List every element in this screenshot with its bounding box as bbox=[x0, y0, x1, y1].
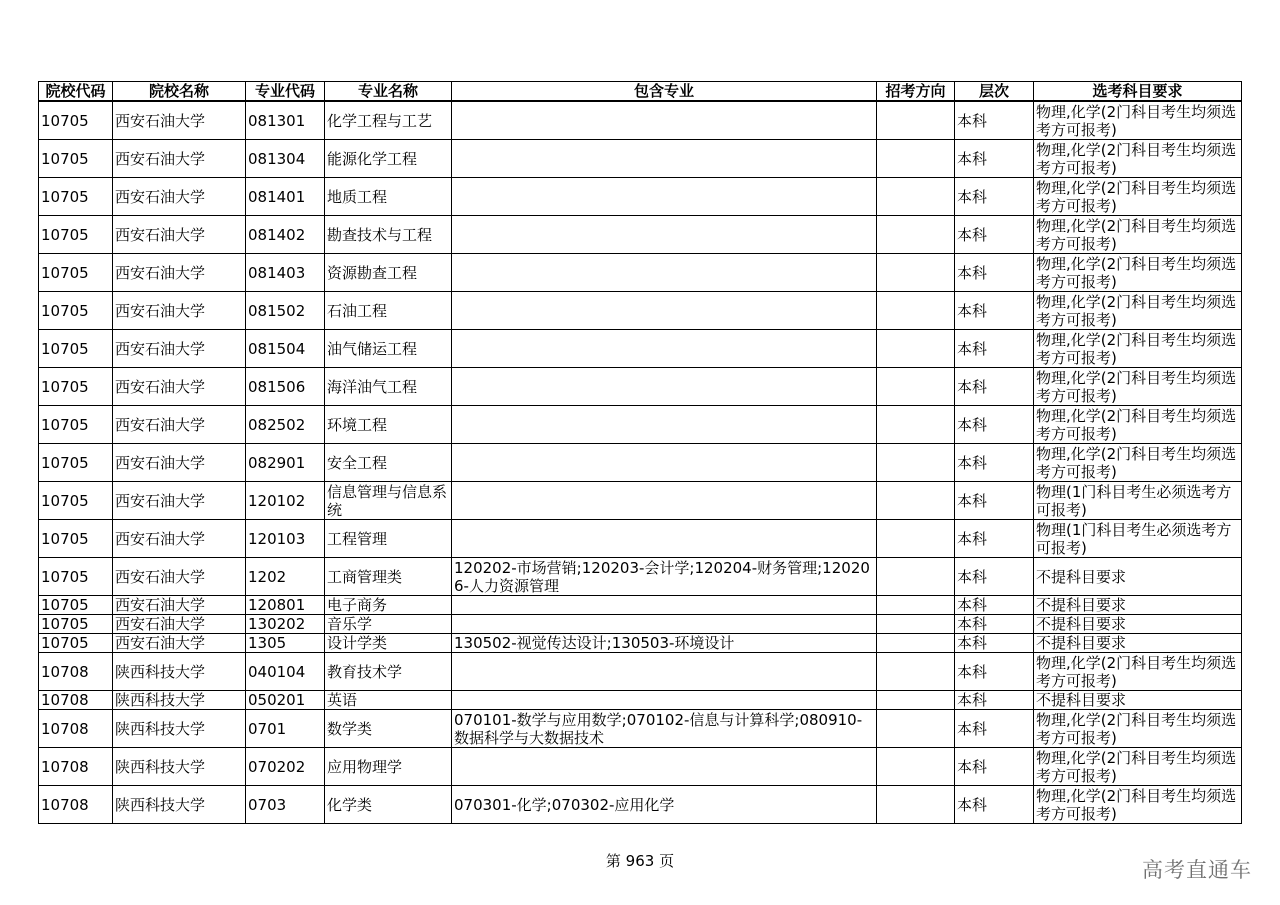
cell-school-name: 西安石油大学 bbox=[113, 520, 246, 558]
cell-school-name: 西安石油大学 bbox=[113, 140, 246, 178]
header-included-majors: 包含专业 bbox=[452, 82, 877, 102]
cell-school-code: 10705 bbox=[39, 254, 113, 292]
table-row bbox=[39, 653, 1242, 691]
cell-subject-requirement: 物理,化学(2门科目考生均须选考方可报考) bbox=[1034, 330, 1242, 368]
cell-direction bbox=[877, 691, 955, 710]
cell-direction bbox=[877, 634, 955, 653]
cell-level: 本科 bbox=[955, 101, 1034, 140]
header-row bbox=[39, 82, 1242, 102]
cell-major-name: 工程管理 bbox=[325, 520, 452, 558]
cell-major-name: 设计学类 bbox=[325, 634, 452, 653]
cell-school-code: 10705 bbox=[39, 615, 113, 634]
cell-level: 本科 bbox=[955, 330, 1034, 368]
cell-subject-requirement: 物理,化学(2门科目考生均须选考方可报考) bbox=[1034, 216, 1242, 254]
cell-direction bbox=[877, 615, 955, 634]
cell-major-code: 120801 bbox=[246, 596, 325, 615]
cell-included-majors bbox=[452, 615, 877, 634]
cell-school-code: 10705 bbox=[39, 596, 113, 615]
table-row bbox=[39, 444, 1242, 482]
cell-school-code: 10705 bbox=[39, 216, 113, 254]
table-row bbox=[39, 786, 1242, 824]
cell-subject-requirement: 物理(1门科目考生必须选考方可报考) bbox=[1034, 520, 1242, 558]
cell-direction bbox=[877, 140, 955, 178]
cell-included-majors bbox=[452, 444, 877, 482]
header-direction: 招考方向 bbox=[877, 82, 955, 102]
cell-major-code: 081401 bbox=[246, 178, 325, 216]
cell-school-name: 陕西科技大学 bbox=[113, 786, 246, 824]
table-row bbox=[39, 748, 1242, 786]
cell-subject-requirement: 物理,化学(2门科目考生均须选考方可报考) bbox=[1034, 101, 1242, 140]
cell-major-code: 082901 bbox=[246, 444, 325, 482]
cell-school-name: 西安石油大学 bbox=[113, 101, 246, 140]
cell-school-code: 10705 bbox=[39, 558, 113, 596]
cell-major-code: 081504 bbox=[246, 330, 325, 368]
cell-level: 本科 bbox=[955, 444, 1034, 482]
cell-included-majors bbox=[452, 140, 877, 178]
table-row bbox=[39, 558, 1242, 596]
cell-included-majors bbox=[452, 520, 877, 558]
cell-major-name: 能源化学工程 bbox=[325, 140, 452, 178]
cell-subject-requirement: 不提科目要求 bbox=[1034, 615, 1242, 634]
cell-direction bbox=[877, 786, 955, 824]
cell-major-name: 信息管理与信息系统 bbox=[325, 482, 452, 520]
cell-direction bbox=[877, 520, 955, 558]
cell-included-majors bbox=[452, 482, 877, 520]
cell-direction bbox=[877, 368, 955, 406]
cell-level: 本科 bbox=[955, 615, 1034, 634]
table-row bbox=[39, 596, 1242, 615]
cell-school-code: 10705 bbox=[39, 520, 113, 558]
cell-level: 本科 bbox=[955, 710, 1034, 748]
cell-school-code: 10705 bbox=[39, 330, 113, 368]
cell-major-code: 081304 bbox=[246, 140, 325, 178]
cell-school-code: 10705 bbox=[39, 368, 113, 406]
cell-school-code: 10705 bbox=[39, 101, 113, 140]
cell-subject-requirement: 物理,化学(2门科目考生均须选考方可报考) bbox=[1034, 292, 1242, 330]
cell-subject-requirement: 不提科目要求 bbox=[1034, 691, 1242, 710]
cell-school-name: 西安石油大学 bbox=[113, 634, 246, 653]
cell-included-majors bbox=[452, 101, 877, 140]
cell-major-code: 050201 bbox=[246, 691, 325, 710]
cell-major-code: 081402 bbox=[246, 216, 325, 254]
table-row bbox=[39, 482, 1242, 520]
cell-school-name: 西安石油大学 bbox=[113, 254, 246, 292]
table-row bbox=[39, 520, 1242, 558]
cell-subject-requirement: 物理,化学(2门科目考生均须选考方可报考) bbox=[1034, 653, 1242, 691]
cell-major-name: 资源勘查工程 bbox=[325, 254, 452, 292]
header-school-name: 院校名称 bbox=[113, 82, 246, 102]
cell-school-name: 西安石油大学 bbox=[113, 216, 246, 254]
cell-level: 本科 bbox=[955, 596, 1034, 615]
cell-included-majors bbox=[452, 216, 877, 254]
cell-school-name: 陕西科技大学 bbox=[113, 748, 246, 786]
cell-included-majors bbox=[452, 330, 877, 368]
cell-major-name: 应用物理学 bbox=[325, 748, 452, 786]
cell-subject-requirement: 物理,化学(2门科目考生均须选考方可报考) bbox=[1034, 710, 1242, 748]
cell-school-code: 10705 bbox=[39, 482, 113, 520]
cell-direction bbox=[877, 748, 955, 786]
cell-major-name: 教育技术学 bbox=[325, 653, 452, 691]
cell-level: 本科 bbox=[955, 520, 1034, 558]
header-school-code: 院校代码 bbox=[39, 82, 113, 102]
cell-school-name: 西安石油大学 bbox=[113, 330, 246, 368]
cell-major-code: 081502 bbox=[246, 292, 325, 330]
cell-level: 本科 bbox=[955, 482, 1034, 520]
cell-major-name: 勘查技术与工程 bbox=[325, 216, 452, 254]
table-row bbox=[39, 406, 1242, 444]
cell-included-majors bbox=[452, 292, 877, 330]
cell-subject-requirement: 物理,化学(2门科目考生均须选考方可报考) bbox=[1034, 178, 1242, 216]
cell-level: 本科 bbox=[955, 254, 1034, 292]
admission-table bbox=[38, 81, 1242, 824]
cell-included-majors: 130502-视觉传达设计;130503-环境设计 bbox=[452, 634, 877, 653]
cell-school-code: 10708 bbox=[39, 710, 113, 748]
cell-direction bbox=[877, 558, 955, 596]
cell-included-majors: 070301-化学;070302-应用化学 bbox=[452, 786, 877, 824]
table-row bbox=[39, 216, 1242, 254]
cell-major-code: 081301 bbox=[246, 101, 325, 140]
cell-major-name: 地质工程 bbox=[325, 178, 452, 216]
cell-included-majors: 070101-数学与应用数学;070102-信息与计算科学;080910-数据科学与大数据技术 bbox=[452, 710, 877, 748]
cell-included-majors: 120202-市场营销;120203-会计学;120204-财务管理;120206-人力资源管理 bbox=[452, 558, 877, 596]
cell-subject-requirement: 物理,化学(2门科目考生均须选考方可报考) bbox=[1034, 748, 1242, 786]
table-row bbox=[39, 691, 1242, 710]
cell-subject-requirement: 物理,化学(2门科目考生均须选考方可报考) bbox=[1034, 406, 1242, 444]
cell-school-name: 西安石油大学 bbox=[113, 368, 246, 406]
cell-level: 本科 bbox=[955, 178, 1034, 216]
cell-major-name: 工商管理类 bbox=[325, 558, 452, 596]
cell-school-code: 10705 bbox=[39, 444, 113, 482]
cell-major-code: 1202 bbox=[246, 558, 325, 596]
cell-major-name: 音乐学 bbox=[325, 615, 452, 634]
cell-school-name: 西安石油大学 bbox=[113, 558, 246, 596]
cell-major-name: 英语 bbox=[325, 691, 452, 710]
cell-direction bbox=[877, 653, 955, 691]
cell-major-name: 电子商务 bbox=[325, 596, 452, 615]
cell-major-name: 安全工程 bbox=[325, 444, 452, 482]
cell-level: 本科 bbox=[955, 691, 1034, 710]
cell-direction bbox=[877, 216, 955, 254]
cell-school-name: 陕西科技大学 bbox=[113, 710, 246, 748]
cell-level: 本科 bbox=[955, 634, 1034, 653]
cell-level: 本科 bbox=[955, 140, 1034, 178]
header-major-name: 专业名称 bbox=[325, 82, 452, 102]
cell-major-code: 081506 bbox=[246, 368, 325, 406]
table-row bbox=[39, 368, 1242, 406]
cell-direction bbox=[877, 254, 955, 292]
cell-level: 本科 bbox=[955, 786, 1034, 824]
cell-subject-requirement: 物理(1门科目考生必须选考方可报考) bbox=[1034, 482, 1242, 520]
table-row bbox=[39, 178, 1242, 216]
cell-direction bbox=[877, 710, 955, 748]
cell-school-name: 西安石油大学 bbox=[113, 615, 246, 634]
cell-included-majors bbox=[452, 596, 877, 615]
cell-major-code: 040104 bbox=[246, 653, 325, 691]
cell-major-code: 082502 bbox=[246, 406, 325, 444]
cell-major-code: 0703 bbox=[246, 786, 325, 824]
table-row bbox=[39, 615, 1242, 634]
cell-direction bbox=[877, 482, 955, 520]
cell-school-name: 陕西科技大学 bbox=[113, 691, 246, 710]
cell-subject-requirement: 不提科目要求 bbox=[1034, 558, 1242, 596]
cell-major-code: 081403 bbox=[246, 254, 325, 292]
table-row bbox=[39, 292, 1242, 330]
table-row bbox=[39, 101, 1242, 140]
table-row bbox=[39, 140, 1242, 178]
table-row bbox=[39, 710, 1242, 748]
table-row bbox=[39, 634, 1242, 653]
cell-subject-requirement: 物理,化学(2门科目考生均须选考方可报考) bbox=[1034, 368, 1242, 406]
cell-subject-requirement: 不提科目要求 bbox=[1034, 634, 1242, 653]
cell-direction bbox=[877, 101, 955, 140]
cell-included-majors bbox=[452, 653, 877, 691]
cell-school-code: 10705 bbox=[39, 140, 113, 178]
cell-school-name: 西安石油大学 bbox=[113, 444, 246, 482]
cell-subject-requirement: 物理,化学(2门科目考生均须选考方可报考) bbox=[1034, 444, 1242, 482]
cell-school-name: 西安石油大学 bbox=[113, 292, 246, 330]
cell-included-majors bbox=[452, 368, 877, 406]
cell-school-code: 10705 bbox=[39, 178, 113, 216]
cell-subject-requirement: 物理,化学(2门科目考生均须选考方可报考) bbox=[1034, 254, 1242, 292]
cell-school-name: 西安石油大学 bbox=[113, 596, 246, 615]
cell-level: 本科 bbox=[955, 216, 1034, 254]
cell-school-code: 10708 bbox=[39, 653, 113, 691]
cell-school-code: 10705 bbox=[39, 292, 113, 330]
cell-included-majors bbox=[452, 406, 877, 444]
cell-major-name: 数学类 bbox=[325, 710, 452, 748]
cell-school-name: 陕西科技大学 bbox=[113, 653, 246, 691]
header-level: 层次 bbox=[955, 82, 1034, 102]
cell-subject-requirement: 不提科目要求 bbox=[1034, 596, 1242, 615]
cell-school-code: 10708 bbox=[39, 786, 113, 824]
cell-level: 本科 bbox=[955, 406, 1034, 444]
cell-level: 本科 bbox=[955, 368, 1034, 406]
cell-school-code: 10708 bbox=[39, 748, 113, 786]
cell-included-majors bbox=[452, 254, 877, 292]
cell-major-code: 1305 bbox=[246, 634, 325, 653]
cell-included-majors bbox=[452, 178, 877, 216]
cell-major-name: 海洋油气工程 bbox=[325, 368, 452, 406]
cell-major-name: 化学类 bbox=[325, 786, 452, 824]
cell-included-majors bbox=[452, 691, 877, 710]
cell-direction bbox=[877, 406, 955, 444]
cell-school-name: 西安石油大学 bbox=[113, 406, 246, 444]
cell-major-name: 环境工程 bbox=[325, 406, 452, 444]
cell-school-name: 西安石油大学 bbox=[113, 482, 246, 520]
cell-level: 本科 bbox=[955, 558, 1034, 596]
cell-direction bbox=[877, 444, 955, 482]
cell-direction bbox=[877, 292, 955, 330]
cell-direction bbox=[877, 178, 955, 216]
cell-level: 本科 bbox=[955, 748, 1034, 786]
header-subject-requirement: 选考科目要求 bbox=[1034, 82, 1242, 102]
cell-major-name: 石油工程 bbox=[325, 292, 452, 330]
cell-level: 本科 bbox=[955, 653, 1034, 691]
cell-school-code: 10708 bbox=[39, 691, 113, 710]
table-row bbox=[39, 254, 1242, 292]
cell-major-code: 130202 bbox=[246, 615, 325, 634]
cell-major-name: 化学工程与工艺 bbox=[325, 101, 452, 140]
cell-direction bbox=[877, 330, 955, 368]
header-major-code: 专业代码 bbox=[246, 82, 325, 102]
cell-subject-requirement: 物理,化学(2门科目考生均须选考方可报考) bbox=[1034, 140, 1242, 178]
page-number: 第 963 页 bbox=[605, 852, 675, 870]
cell-school-code: 10705 bbox=[39, 634, 113, 653]
cell-direction bbox=[877, 596, 955, 615]
cell-school-name: 西安石油大学 bbox=[113, 178, 246, 216]
cell-included-majors bbox=[452, 748, 877, 786]
table-row bbox=[39, 330, 1242, 368]
cell-major-code: 070202 bbox=[246, 748, 325, 786]
cell-major-name: 油气储运工程 bbox=[325, 330, 452, 368]
cell-level: 本科 bbox=[955, 292, 1034, 330]
cell-major-code: 0701 bbox=[246, 710, 325, 748]
cell-major-code: 120103 bbox=[246, 520, 325, 558]
cell-subject-requirement: 物理,化学(2门科目考生均须选考方可报考) bbox=[1034, 786, 1242, 824]
watermark: 高考直通车 bbox=[1142, 858, 1252, 882]
cell-major-code: 120102 bbox=[246, 482, 325, 520]
cell-school-code: 10705 bbox=[39, 406, 113, 444]
